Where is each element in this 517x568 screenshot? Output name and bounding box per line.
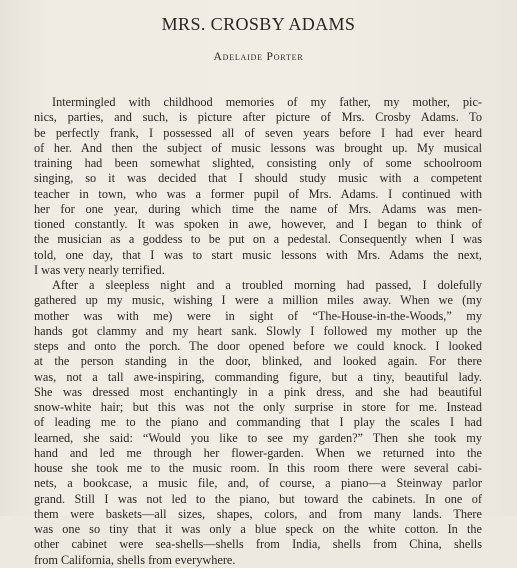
page-title: MRS. CROSBY ADAMS	[161, 14, 356, 34]
text-line: Intermingled with childhood memories of my father, my mother, pic-	[52, 95, 482, 109]
text-line: steps and onto the porch. The door opened before we could knock. I looked	[34, 339, 482, 353]
text-line: of her. And then the subject of music lessons was brought up. My musical	[34, 140, 482, 155]
author-name: Adelaide Porter	[213, 51, 304, 63]
text-line: She was dressed most enchantingly in a pink dress, and she had beautiful	[34, 384, 482, 399]
text-line: hands got clammy and my heart sank. Slowly I followed my mother up the	[34, 323, 482, 338]
text-line: at the person standing in the door, blinked, and looked again. For there	[34, 354, 482, 369]
text-line: them were baskets—all sizes, shapes, colors, and from many lands. There	[34, 506, 482, 521]
text-line: training had been somewhat slighted, consisting only of some schoolroom	[34, 156, 482, 170]
text-line: I was very nearly terrified.	[34, 262, 165, 277]
text-line: grand. Still I was not led to the piano, but toward the cabinets. In one of	[34, 491, 482, 506]
text-line: her for one year, during which time the name of Mrs. Adams was men-	[34, 201, 482, 216]
text-line: be perfectly frank, I possessed all of seven years before I had ever heard	[34, 125, 482, 140]
text-line: hand and led me through her flower-garden. When we returned into the	[34, 445, 482, 460]
text-line: was, not a tall awe-inspiring, commanding figure, but a tiny, beautiful lady.	[34, 369, 482, 384]
text-line: singing, so it was decided that I should study music with a competent	[34, 171, 482, 186]
text-line: snow-white hair; but this was not the only surprise in store for me. Instead	[34, 400, 482, 414]
text-line: the musician as a goddess to be put on a pedestal. Consequently when I was	[34, 232, 482, 247]
text-line: After a sleepless night and a troubled morning had passed, I dolefully	[52, 278, 482, 292]
text-line: learned, she said: “Would you like to see my garden?” Then she took my	[34, 430, 482, 445]
text-line: nics, parties, and such, is picture after picture of Mrs. Crosby Adams. To	[34, 110, 482, 125]
text-line: from California, shells from everywhere.	[34, 552, 236, 567]
text-line: house she took me to the music room. In this room there were several cabi-	[34, 461, 482, 475]
text-line: other cabinet were sea-shells—shells from India, shells from China, shells	[34, 537, 482, 552]
text-line: nets, a bookcase, a music file, and, of course, a piano—a Steinway parlor	[34, 476, 482, 491]
text-line: was one so tiny that it was only a blue speck on the white cotton. In the	[34, 522, 482, 536]
text-line: tioned constantly. It was spoken in awe, however, and I began to think of	[34, 217, 482, 231]
text-line: mother was with me) were in sight of “The-House-in-the-Woods,” my	[34, 308, 482, 323]
text-line: gathered up my music, wishing I were a million miles away. When we (my	[34, 293, 482, 308]
article-body	[34, 95, 482, 568]
text-line: told, one day, that I was to start music lessons with Mrs. Adams the next,	[34, 247, 482, 262]
text-line: teacher in town, who was a former pupil of Mrs. Adams. I continued with	[34, 186, 482, 201]
text-line: of leading me to the piano and commanding that I play the scales I had	[34, 415, 482, 430]
